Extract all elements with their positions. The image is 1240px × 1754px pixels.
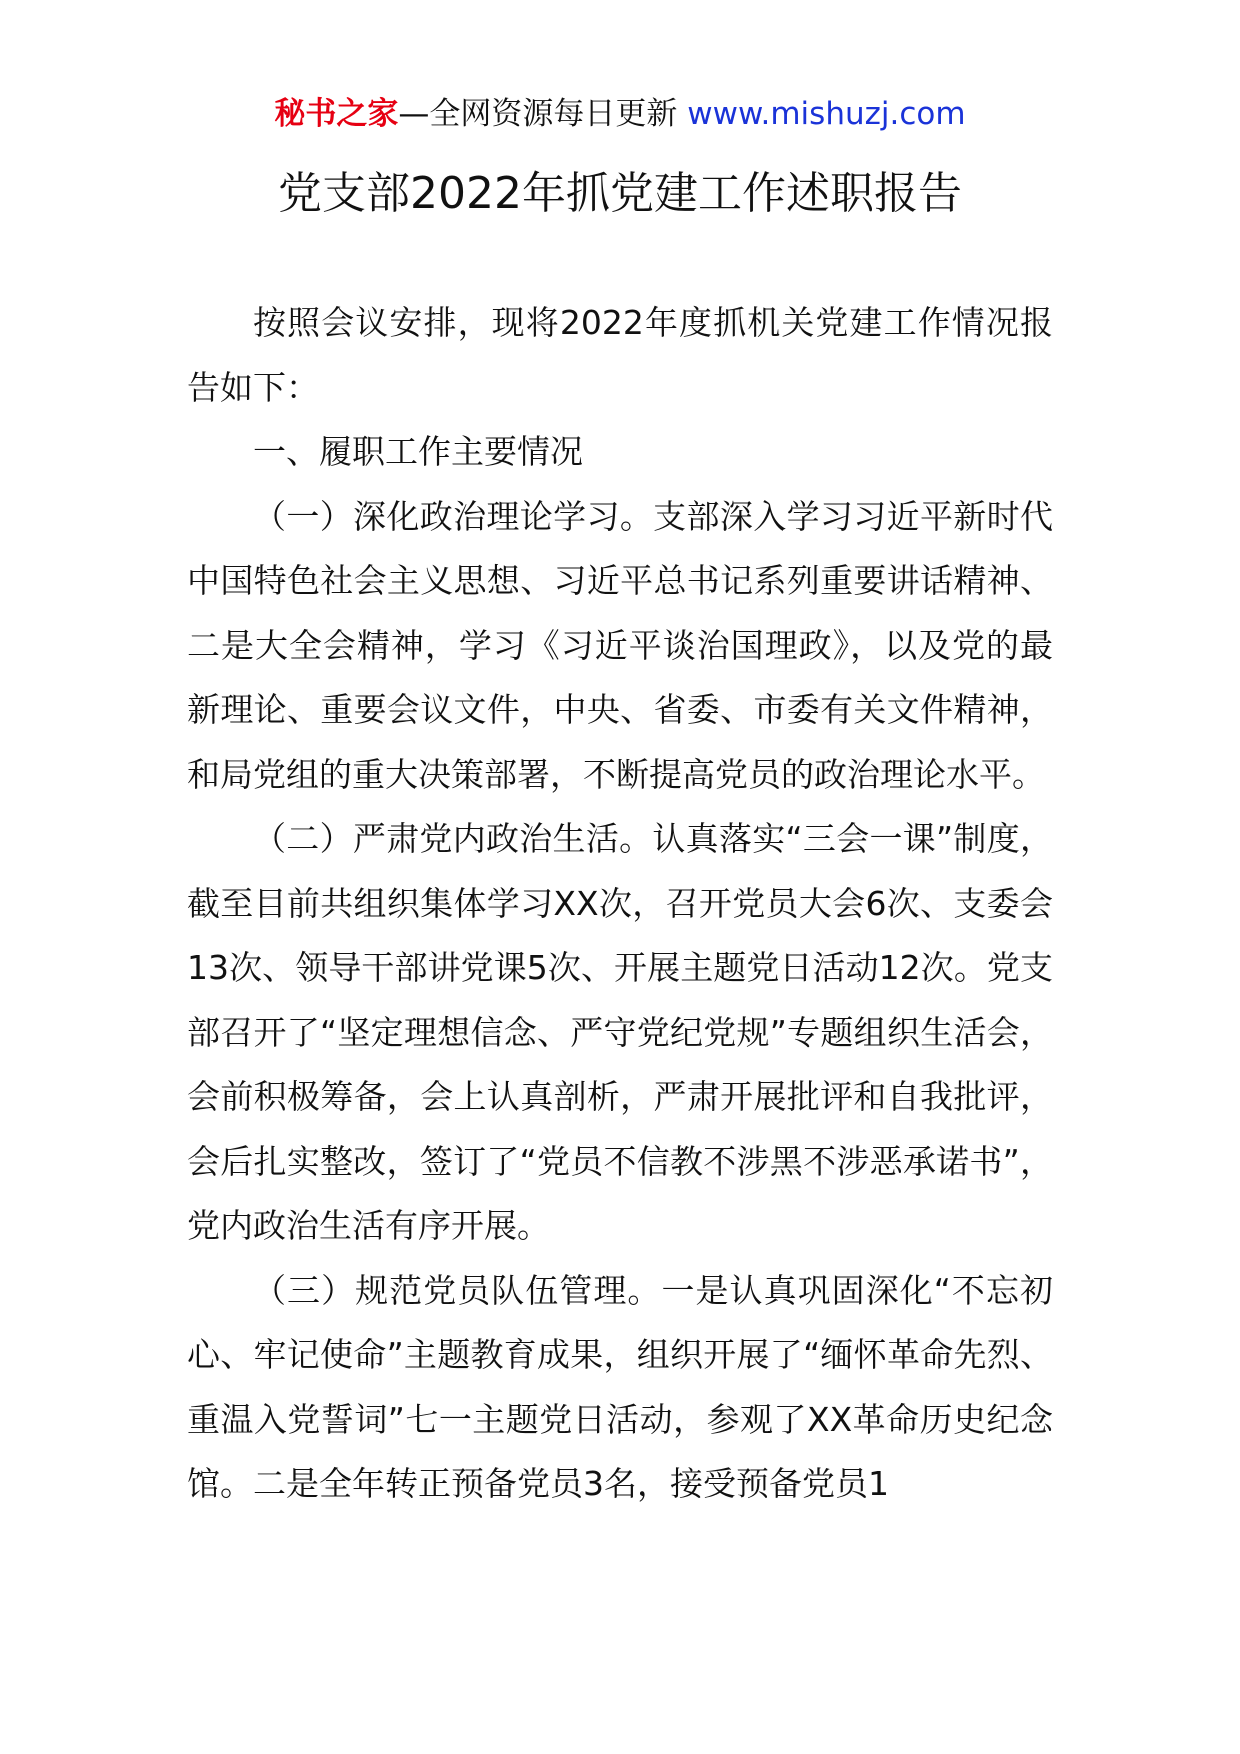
document-body: [187, 291, 1053, 1517]
document-title: 党支部2022年抓党建工作述职报告: [278, 168, 962, 219]
paragraph-political-life: （二）严肃党内政治生活。认真落实“三会一课”制度，截至目前共组织集体学习XX次，召开党员大会6次、支委会13次、领导干部讲党课5次、开展主题党日活动12次。党支部召开了“坚定理想信念、严守党纪党规”专题组织生活会，会前积极筹备，会上认真剖析，严肃开展批评和自我批评，会后扎实整改，签订了“党员不信教不涉黑不涉恶承诺书”，党内政治生活有序开展。: [187, 819, 1053, 1245]
brand-name: 秘书之家: [274, 96, 399, 132]
paragraph-theory-study: （一）深化政治理论学习。支部深入学习习近平新时代中国特色社会主义思想、习近平总书记系列重要讲话精神、二是大全会精神，学习《习近平谈治国理政》，以及党的最新理论、重要会议文件，中央、省委、市委有关文件精神，和局党组的重大决策部署，不断提高党员的政治理论水平。: [187, 496, 1053, 794]
site-header: [0, 94, 1240, 134]
paragraph-intro: 按照会议安排，现将2022年度抓机关党建工作情况报告如下：: [187, 303, 1053, 407]
section-heading: 一、履职工作主要情况: [253, 432, 583, 471]
site-url[interactable]: www.mishuzj.com: [687, 96, 966, 132]
header-tagline: —全网资源每日更新: [398, 96, 688, 132]
paragraph-member-management: （三）规范党员队伍管理。一是认真巩固深化“不忘初心、牢记使命”主题教育成果，组织开展了“缅怀革命先烈、重温入党誓词”七一主题党日活动，参观了XX革命历史纪念馆。二是全年转正预备党员3名，接受预备党员1: [187, 1270, 1053, 1503]
